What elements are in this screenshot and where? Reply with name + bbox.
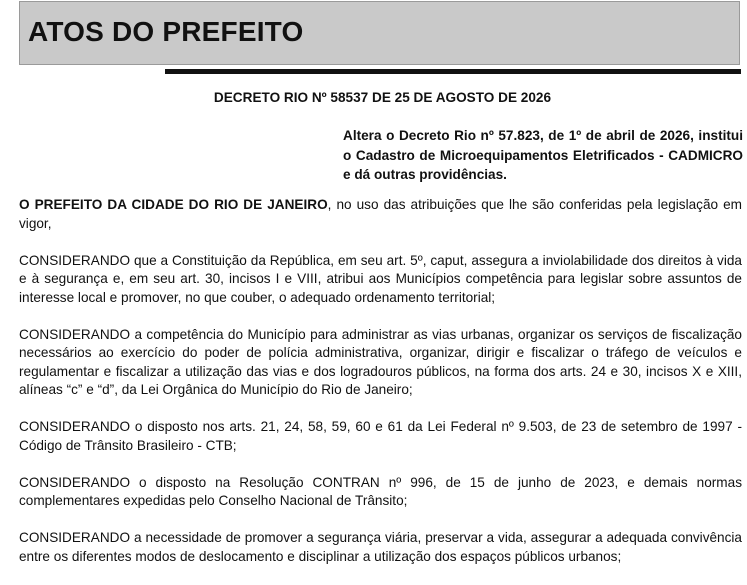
considerando-paragraph: CONSIDERANDO a competência do Município para administrar as vias urbanas, organizar os serviços de fiscalização necessários ao exercício do poder de polícia administrativa, organizar, dirigir e fiscalizar o tráfego de veículos e regulamentar e fiscalizar a utilização das vias e dos logradouros públicos, na forma dos arts. 24 e 30, incisos X e XIII, alíneas “c” e “d”, da Lei Orgânica do Município do Rio de Janeiro; [19,326,742,397]
authority-name: O PREFEITO DA CIDADE DO RIO DE JANEIRO [19,197,328,212]
decree-body [19,196,742,585]
opening-text: , no uso das atribuições que lhe são conferidas pela legislação em vigor, [19,197,742,231]
header-underline-rule [165,69,741,74]
opening-paragraph [19,196,742,233]
considerando-paragraph: CONSIDERANDO que a Constituição da República, em seu art. 5º, caput, assegura a inviolabilidade dos direitos à vida e à segurança e, em seu art. 30, incisos I e VIII, atribui aos Municípios competência para legislar sobre assuntos de interesse local e promover, no que couber, o adequado ordenamento territorial; [19,252,742,305]
considerando-paragraph: CONSIDERANDO o disposto nos arts. 21, 24, 58, 59, 60 e 61 da Lei Federal nº 9.503, de 23 de setembro de 1997 - Código de Trânsito Brasileiro - CTB; [19,419,742,453]
section-title: ATOS DO PREFEITO [28,16,304,47]
considerando-paragraph: CONSIDERANDO o disposto na Resolução CONTRAN nº 996, de 15 de junho de 2023, e demais normas complementares expedidas pelo Conselho Nacional de Trânsito; [19,474,742,508]
decree-title: DECRETO RIO Nº 58537 DE 25 DE AGOSTO DE 2026 [213,90,552,105]
decree-ementa: Altera o Decreto Rio nº 57.823, de 1º de abril de 2026, institui o Cadastro de Microequipamentos Eletrificados - CADMICRO e dá outras providências. [343,128,743,182]
considerando-paragraph: CONSIDERANDO a necessidade de promover a segurança viária, preservar a vida, assegurar a adequada convivência entre os diferentes modos de deslocamento e disciplinar a utilização dos espaços públicos urbanos; [19,530,742,564]
section-header-box [19,1,740,65]
